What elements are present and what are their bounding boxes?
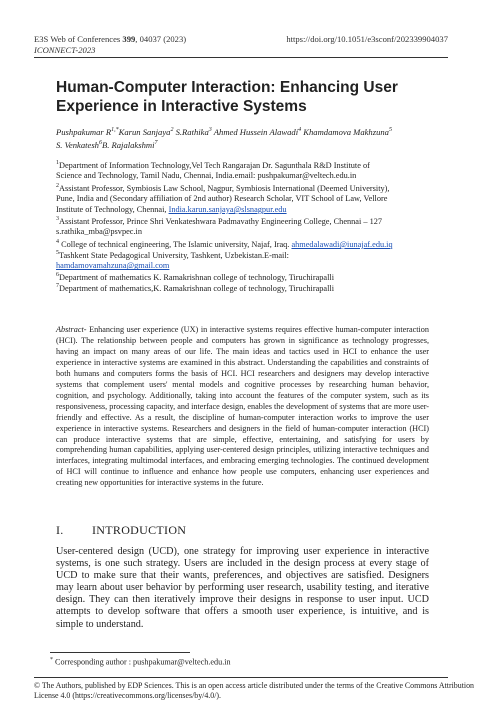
affiliation-3: $^3$Assistant Professor, Prince Shri Venkateshwara Padmavathy Engineering College, Chennai – 127 s.rathika_mba@psvpec.in xyxy=(56,216,383,237)
affiliation-6: $^6$Department of mathematics K. Ramakrishnan college of technology, Tiruchirapalli xyxy=(56,272,335,282)
affiliation-7: $^7$Department of mathematics,K. Ramakrishnan college of technology, Tiruchirapalli xyxy=(56,283,335,293)
affiliation-4-email-link[interactable]: ahmedalawadi@iunajaf.edu.iq xyxy=(291,239,393,249)
journal-header xyxy=(34,34,186,45)
affiliation-1: $^1$Department of Information Technology,Vel Tech Rangarajan Dr. Sagunthala R&D Institute of Science and Technology, Tamil Nadu, Chennai, India.email: pushpakumar@veltech.edu.in xyxy=(56,160,370,181)
affiliation-4: $^4$ College of technical engineering, The Islamic university, Najaf, Iraq. ahmedalawadi@iunajaf.edu.iq xyxy=(56,239,393,249)
affiliation-2-email-link[interactable]: India.karun.sanjaya@slsnagpur.edu xyxy=(168,204,287,214)
license-notice: © The Authors, published by EDP Sciences. This is an open access article distributed under the terms of the Creative Commons Attribution License 4.0 (https://creativecommons.org/licenses/by/4.0/). xyxy=(34,681,474,701)
author-line-1: Pushpakumar $R^{1,*}Karun$ Sanjaya$^2$ S.Rathika$^3$ Ahmed Hussein Alawadi$^4$ Khamdamova Makhzuna$^5$ xyxy=(56,126,392,137)
author-list xyxy=(56,125,456,151)
journal-ref: , 04037 (2023) xyxy=(135,34,187,44)
author-line-2: S. Venkatesh$^6$B. Rajalakshmi$^7$ xyxy=(56,139,158,150)
footnote: * Corresponding author : pushpakumar@veltech.edu.in xyxy=(50,657,231,667)
header-rule xyxy=(34,57,448,58)
affiliation-5: $^5$Tashkent State Pedagogical University, Tashkent, Uzbekistan.E-mail: hamdamovamahzuna@gmail.com xyxy=(56,250,289,271)
journal-name: E3S Web of Conferences xyxy=(34,34,123,44)
abstract-label: Abstract- xyxy=(56,325,87,334)
journal-volume: 399 xyxy=(122,34,136,44)
doi-link[interactable]: https://doi.org/10.1051/e3sconf/202339904037 xyxy=(286,34,448,44)
license-rule xyxy=(34,677,448,678)
affiliation-2: $^2$Assistant Professor, Symbiosis Law School, Nagpur, Symbiosis International (Deemed University), Pune, India and (Secondary affiliation of 2nd author) Research Scholar, VIT School of Law, Vellore Institute of Technology, Chennai, India.karun.sanjaya@slsnagpur.edu xyxy=(56,183,390,214)
section-title: INTRODUCTION xyxy=(92,523,187,537)
abstract xyxy=(56,325,429,489)
abstract-text: Enhancing user experience (UX) in interactive systems requires effective human-computer interaction (HCI). The relationship between people and computers has grown in significance as technology progresses, having an impact on many areas of our life. The main ideas and tactics used in HCI to enhance the user experience in interactive systems are examined in this abstract. Understanding the capabilities and constraints of both humans and computers forms the basis of HCI. HCI researchers and designers may develop interactive systems that complement users' mental models and cognitive processes by researching human behavior, cognition, and psychology. Additionally, taking into account the features of the computer system, such as its responsiveness, processing capacity, and interface design, enables the development of systems that are more user-friendly and effective. As a result, the discipline of human-computer interaction works to improve the user experience in interactive systems. Researchers and designers in the field of human-computer interaction (HCI) can produce interactive systems that are simple, effective, entertaining, and satisfying for users by comprehending human capabilities, applying user-centered design principles, utilizing interactive techniques and interfaces, integrating multimodal interfaces, and embracing emerging technologies. The continued development of HCI will continue to influence and enhance how people use computers, enhancing user experiences and creating new opportunities for interactive systems in the future. xyxy=(56,325,429,488)
affiliation-5-email-link[interactable]: hamdamovamahzuna@gmail.com xyxy=(56,261,170,271)
footnote-rule xyxy=(50,652,190,653)
paper-title: Human-Computer Interaction: Enhancing User Experience in Interactive Systems xyxy=(56,79,398,115)
section-number: I. xyxy=(56,523,64,537)
introduction-paragraph: User-centered design (UCD), one strategy for improving user experience in interactive systems, is one such strategy. Users are included in the design process at every stage of UCD to make sure that their wants, preferences, and objectives are satisfied. Designers may learn about user behavior by performing user research, usability testing, and iterative design. They can then iteratively improve their designs in response to user input. UCD attempts to develop software that offers a smooth user experience, is intuitive, and is simple to understand. xyxy=(56,546,429,630)
conference-name: ICONNECT-2023 xyxy=(34,45,96,55)
